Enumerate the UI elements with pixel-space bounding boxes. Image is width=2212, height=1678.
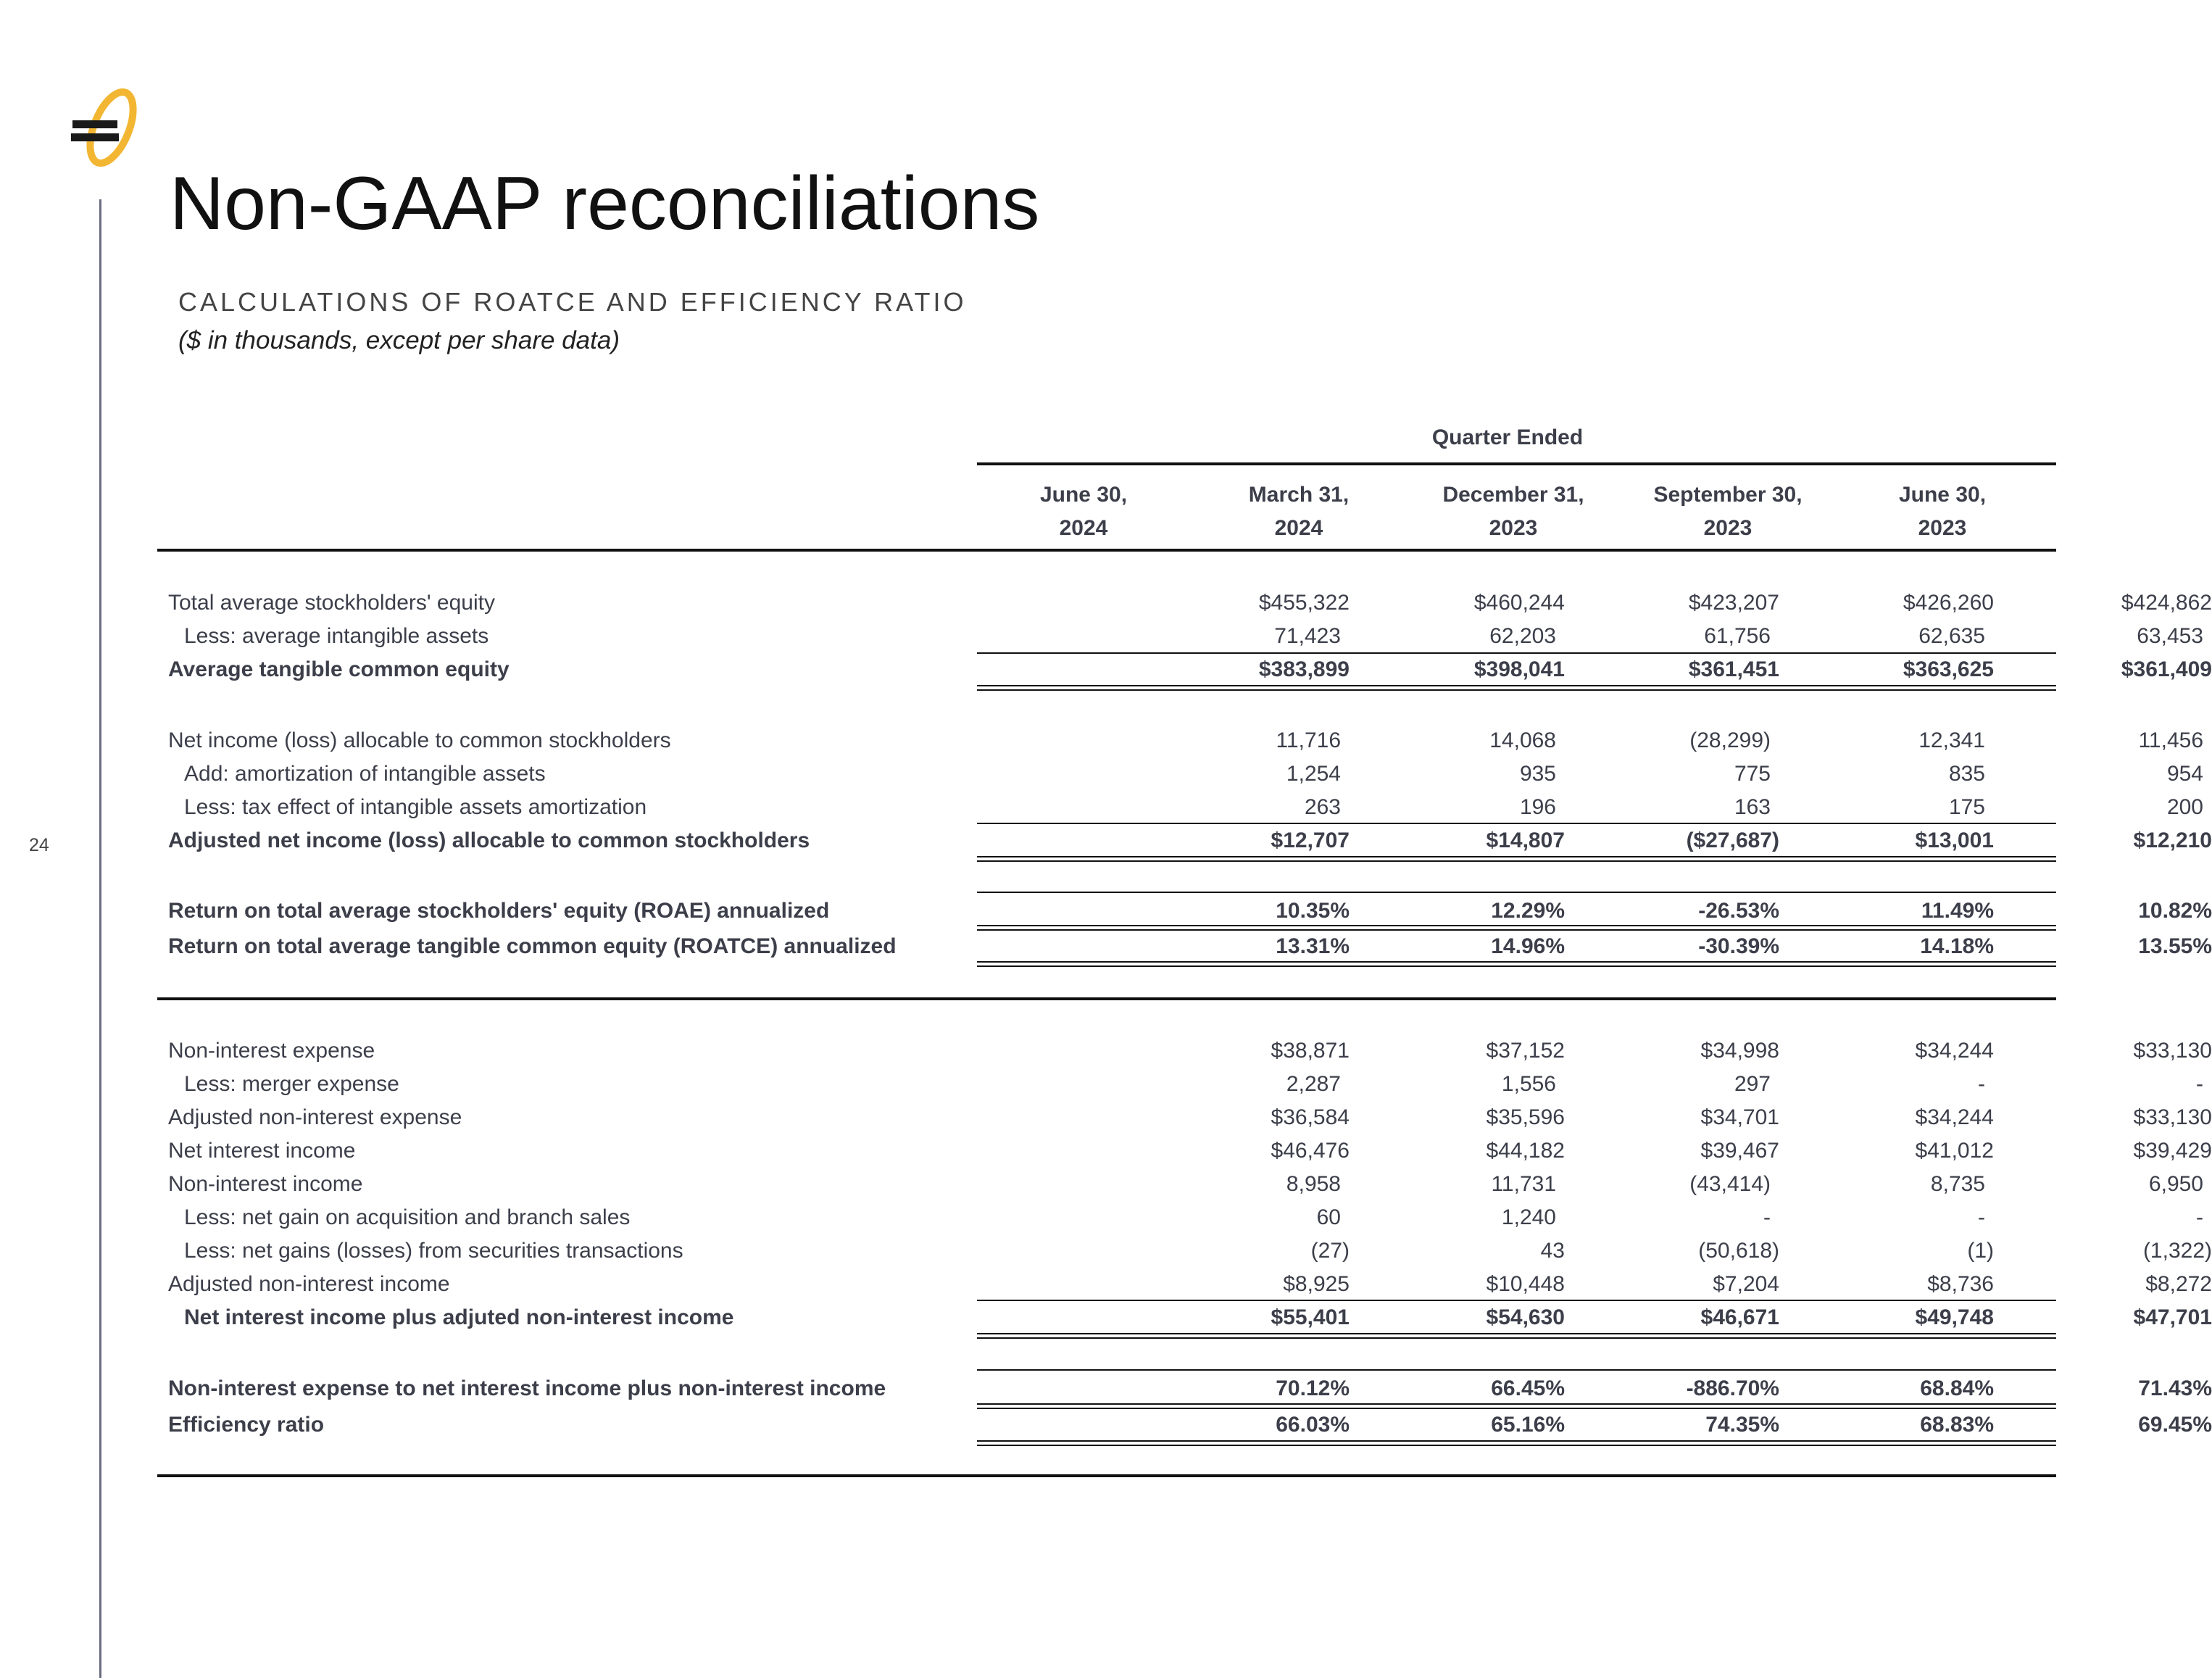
table-row: Efficiency ratio 66.03% 65.16% 74.35% 68.83% 69.45% xyxy=(168,1413,2212,1437)
total-double-rule xyxy=(977,965,2056,967)
table-bottom-rule xyxy=(157,1474,2056,1477)
subtotal-rule xyxy=(977,892,2056,893)
quarter-ended-header: Quarter Ended xyxy=(1431,425,1584,449)
table-row: Add: amortization of intangible assets 1,254 935 775 835 954 xyxy=(184,762,2203,786)
table-row: Net income (loss) allocable to common stockholders 11,716 14,068 (28,299) 12,341 11,456 xyxy=(168,728,2203,752)
table-row: Less: average intangible assets 71,423 62,203 61,756 62,635 63,453 xyxy=(184,624,2203,648)
total-double-rule xyxy=(977,1445,2056,1446)
total-double-rule xyxy=(977,1333,2056,1334)
table-row: Average tangible common equity $383,899 $398,041 $361,451 $363,625 $361,409 xyxy=(168,657,2212,681)
total-double-rule xyxy=(977,1440,2056,1442)
header-bottom-rule xyxy=(157,549,2056,552)
column-header: December 31, 2023 xyxy=(1442,483,1584,540)
table-row: Non-interest expense to net interest income plus non-interest income 70.12% 66.45% -886.70% 68.84% 71.43% xyxy=(168,1376,2212,1400)
table-row: Return on total average tangible common equity (ROATCE) annualized 13.31% 14.96% -30.39% 14.18% 13.55% xyxy=(168,934,2212,958)
subtotal-rule xyxy=(977,1369,2056,1371)
table-row: Net interest income plus adjuted non-interest income $55,401 $54,630 $46,671 $49,748 $47,701 xyxy=(184,1305,2212,1329)
table-row: Less: net gains (losses) from securities transactions (27) 43 (50,618) (1) (1,322) xyxy=(184,1239,2212,1263)
page-number: 24 xyxy=(29,835,49,855)
table-row: Less: net gain on acquisition and branch sales 60 1,240 - - - xyxy=(184,1205,2203,1229)
total-double-rule xyxy=(977,685,2056,686)
table-row: Non-interest income 8,958 11,731 (43,414) 8,735 6,950 xyxy=(168,1172,2203,1196)
total-double-rule xyxy=(977,860,2056,862)
total-double-rule xyxy=(977,1403,2056,1405)
page-title: Non-GAAP reconciliations xyxy=(170,162,1040,246)
total-double-rule xyxy=(977,856,2056,857)
table-row: Less: merger expense 2,287 1,556 297 - - xyxy=(184,1072,2203,1096)
table-row: Less: tax effect of intangible assets amortization 263 196 163 175 200 xyxy=(184,795,2203,819)
table-row: Adjusted net income (loss) allocable to common stockholders $12,707 $14,807 ($27,687) $13,001 $12,210 xyxy=(168,828,2212,852)
table-row: Adjusted non-interest income $8,925 $10,448 $7,204 $8,736 $8,272 xyxy=(168,1272,2212,1296)
left-vertical-rule xyxy=(99,199,101,1678)
column-header: June 30, 2024 xyxy=(1039,483,1128,540)
section-divider xyxy=(157,997,2056,1000)
column-header: June 30, 2023 xyxy=(1898,483,1987,540)
table-row: Adjusted non-interest expense $36,584 $35,596 $34,701 $34,244 $33,130 xyxy=(168,1105,2212,1129)
total-double-rule xyxy=(977,925,2056,926)
total-double-rule xyxy=(977,689,2056,691)
total-double-rule xyxy=(977,1337,2056,1339)
table-row: Non-interest expense $38,871 $37,152 $34,998 $34,244 $33,130 xyxy=(168,1039,2212,1063)
company-logo xyxy=(70,86,139,174)
units-note: ($ in thousands, except per share data) xyxy=(178,326,620,354)
page-subtitle: CALCULATIONS OF ROATCE AND EFFICIENCY RATIO xyxy=(178,287,967,317)
table-row: Total average stockholders' equity $455,322 $460,244 $423,207 $426,260 $424,862 xyxy=(168,591,2212,615)
header-top-rule xyxy=(977,462,2056,465)
table-row: Net interest income $46,476 $44,182 $39,467 $41,012 $39,429 xyxy=(168,1139,2212,1163)
total-double-rule xyxy=(977,961,2056,963)
column-header: September 30, 2023 xyxy=(1653,483,1803,540)
table-row: Return on total average stockholders' equity (ROAE) annualized 10.35% 12.29% -26.53% 11.49% 10.82% xyxy=(168,899,2212,923)
column-header: March 31, 2024 xyxy=(1248,483,1350,540)
